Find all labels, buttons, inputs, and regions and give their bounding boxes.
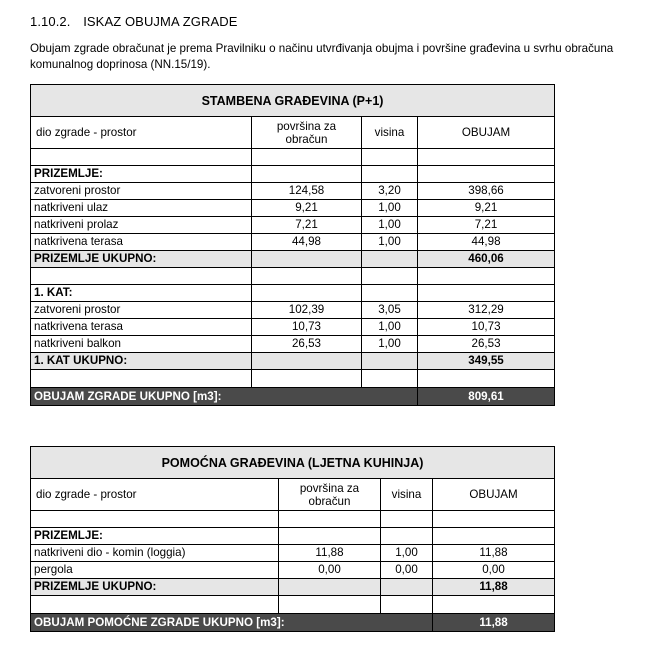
table-row [31, 302, 555, 319]
cell-obujam: 7,21 [418, 217, 555, 234]
table-row [31, 336, 555, 353]
table-row [31, 183, 555, 200]
cell-obujam: 312,29 [418, 302, 555, 319]
cell-visina: 1,00 [362, 200, 418, 217]
grand-total-label: OBUJAM POMOĆNE ZGRADE UKUPNO [m3]: [31, 614, 433, 632]
cell-prostor: natkriveni ulaz [31, 200, 252, 217]
cell-povrsina: 10,73 [252, 319, 362, 336]
pomocna-gradevina-table [30, 446, 555, 632]
section-title: ISKAZ OBUJMA ZGRADE [83, 14, 238, 29]
cell-visina: 1,00 [362, 336, 418, 353]
stambena-gradevina-table [30, 84, 555, 406]
group-label-row [31, 166, 555, 183]
grand-total-label: OBUJAM ZGRADE UKUPNO [m3]: [31, 388, 418, 406]
empty-row [31, 370, 555, 388]
cell-visina: 1,00 [362, 217, 418, 234]
cell-prostor: natkriveni dio - komin (loggia) [31, 545, 279, 562]
cell-obujam: 11,88 [433, 545, 555, 562]
table-row [31, 200, 555, 217]
subtotal-label: PRIZEMLJE UKUPNO: [31, 579, 279, 596]
subtotal-label: 1. KAT UKUPNO: [31, 353, 252, 370]
cell-povrsina: 102,39 [252, 302, 362, 319]
cell-prostor: natkriveni balkon [31, 336, 252, 353]
cell-povrsina: 7,21 [252, 217, 362, 234]
group-label-prizemlje: PRIZEMLJE: [31, 166, 252, 183]
cell-povrsina: 11,88 [279, 545, 381, 562]
table-row [31, 234, 555, 251]
subtotal-row [31, 579, 555, 596]
subtotal-label: PRIZEMLJE UKUPNO: [31, 251, 252, 268]
col-header-obujam: OBUJAM [418, 117, 555, 149]
cell-obujam: 26,53 [418, 336, 555, 353]
cell-prostor: natkrivena terasa [31, 319, 252, 336]
table-title: STAMBENA GRAĐEVINA (P+1) [31, 85, 555, 117]
intro-paragraph: Obujam zgrade obračunat je prema Pravilniku o načinu utvrđivanja obujma i površine građevina u svrhu obračuna komunalnog doprinosa (NN.15/19). [30, 42, 614, 71]
empty-row [31, 149, 555, 166]
col-header-prostor: dio zgrade - prostor [31, 479, 279, 511]
table-row [31, 562, 555, 579]
cell-prostor: natkriveni prolaz [31, 217, 252, 234]
table-row [31, 217, 555, 234]
cell-visina: 1,00 [362, 234, 418, 251]
cell-povrsina: 0,00 [279, 562, 381, 579]
section-heading [30, 14, 238, 29]
empty-row [31, 596, 555, 614]
subtotal-value: 11,88 [433, 579, 555, 596]
section-number: 1.10.2. [30, 14, 71, 29]
cell-visina: 3,20 [362, 183, 418, 200]
subtotal-row [31, 353, 555, 370]
cell-obujam: 0,00 [433, 562, 555, 579]
empty-row [31, 511, 555, 528]
table-title: POMOĆNA GRAĐEVINA (LJETNA KUHINJA) [31, 447, 555, 479]
subtotal-value: 349,55 [418, 353, 555, 370]
col-header-povrsina: površina za obračun [252, 117, 362, 149]
grand-total-value: 809,61 [418, 388, 555, 406]
cell-prostor: pergola [31, 562, 279, 579]
group-label-kat: 1. KAT: [31, 285, 252, 302]
cell-povrsina: 44,98 [252, 234, 362, 251]
cell-povrsina: 9,21 [252, 200, 362, 217]
cell-povrsina: 124,58 [252, 183, 362, 200]
subtotal-row [31, 251, 555, 268]
table-row [31, 319, 555, 336]
group-label-prizemlje: PRIZEMLJE: [31, 528, 279, 545]
cell-prostor: natkrivena terasa [31, 234, 252, 251]
grand-total-row [31, 614, 555, 632]
cell-prostor: zatvoreni prostor [31, 183, 252, 200]
subtotal-value: 460,06 [418, 251, 555, 268]
cell-visina: 3,05 [362, 302, 418, 319]
cell-obujam: 10,73 [418, 319, 555, 336]
table-header-row [31, 117, 555, 149]
col-header-visina: visina [362, 117, 418, 149]
cell-obujam: 9,21 [418, 200, 555, 217]
cell-obujam: 44,98 [418, 234, 555, 251]
group-label-row [31, 285, 555, 302]
grand-total-row [31, 388, 555, 406]
cell-visina: 0,00 [381, 562, 433, 579]
col-header-obujam: OBUJAM [433, 479, 555, 511]
cell-prostor: zatvoreni prostor [31, 302, 252, 319]
col-header-visina: visina [381, 479, 433, 511]
cell-visina: 1,00 [381, 545, 433, 562]
table-row [31, 545, 555, 562]
grand-total-value: 11,88 [433, 614, 555, 632]
col-header-povrsina: površina za obračun [279, 479, 381, 511]
table-header-row [31, 479, 555, 511]
col-header-prostor: dio zgrade - prostor [31, 117, 252, 149]
cell-visina: 1,00 [362, 319, 418, 336]
empty-row [31, 268, 555, 285]
cell-obujam: 398,66 [418, 183, 555, 200]
cell-povrsina: 26,53 [252, 336, 362, 353]
group-label-row [31, 528, 555, 545]
